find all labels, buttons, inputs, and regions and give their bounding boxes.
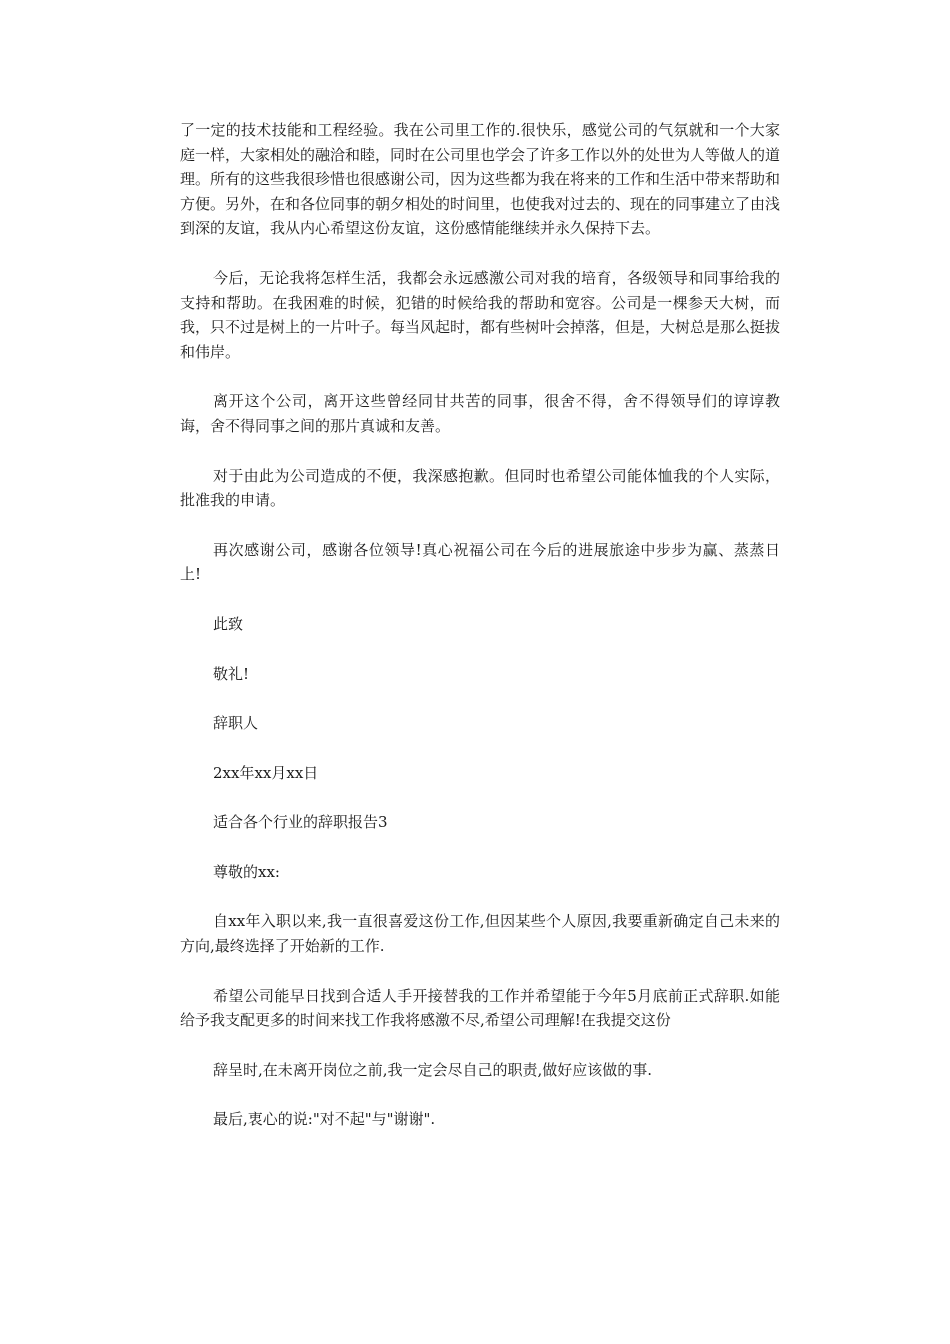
signature-date: 2xx年xx月xx日: [213, 763, 319, 782]
letter-greeting: 尊敬的xx:: [213, 862, 280, 881]
paragraph-intro: 自xx年入职以来,我一直很喜爱这份工作,但因某些个人原因,我要重新确定自己未来的方向,最终选择了开始新的工作.: [180, 912, 780, 956]
paragraph-thanks: 再次感谢公司，感谢各位领导!真心祝福公司在今后的进展旅途中步步为赢、蒸蒸日上!: [180, 540, 780, 584]
paragraph-request: 希望公司能早日找到合适人手开接替我的工作并希望能于今年5月底前正式辞职.如能给予我支配更多的时间来找工作我将感激不尽,希望公司理解!在我提交这份: [180, 986, 780, 1030]
closing-salutation: 此致: [213, 614, 244, 633]
paragraph-commitment: 辞呈时,在未离开岗位之前,我一定会尽自己的职责,做好应该做的事.: [213, 1060, 653, 1079]
closing-regards: 敬礼!: [213, 664, 250, 683]
section-title: 适合各个行业的辞职报告3: [213, 813, 388, 832]
paragraph-gratitude: 今后，无论我将怎样生活，我都会永远感激公司对我的培育，各级领导和同事给我的支持和帮助。在我困难的时候，犯错的时候给我的帮助和宽容。公司是一棵参天大树，而我，只不过是树上的一片叶子。每当风起时，都有些树叶会掉落，但是，大树总是那么挺拔和伟岸。: [180, 268, 781, 361]
paragraph-apology: 对于由此为公司造成的不便，我深感抱歉。但同时也希望公司能体恤我的个人实际，批准我的申请。: [180, 466, 780, 510]
paragraph-leaving: 离开这个公司，离开这些曾经同甘共苦的同事，很舍不得，舍不得领导们的谆谆教诲，舍不得同事之间的那片真诚和友善。: [180, 392, 780, 435]
document-page: [180, 118, 780, 1157]
paragraph-friendship: 了一定的技术技能和工程经验。我在公司里工作的.很快乐，感觉公司的气氛就和一个大家庭一样，大家相处的融洽和睦，同时在公司里也学会了许多工作以外的处世为人等做人的道理。所有的这些我很珍惜也很感谢公司，因为这些都为我在将来的工作和生活中带来帮助和方便。另外，在和各位同事的朝夕相处的时间里，也使我对过去的、现在的同事建立了由浅到深的友谊，我从内心希望这份友谊，这份感情能继续并永久保持下去。: [180, 121, 781, 238]
signature-label: 辞职人: [213, 714, 259, 733]
paragraph-final: 最后,衷心的说:"对不起"与"谢谢".: [213, 1110, 436, 1129]
